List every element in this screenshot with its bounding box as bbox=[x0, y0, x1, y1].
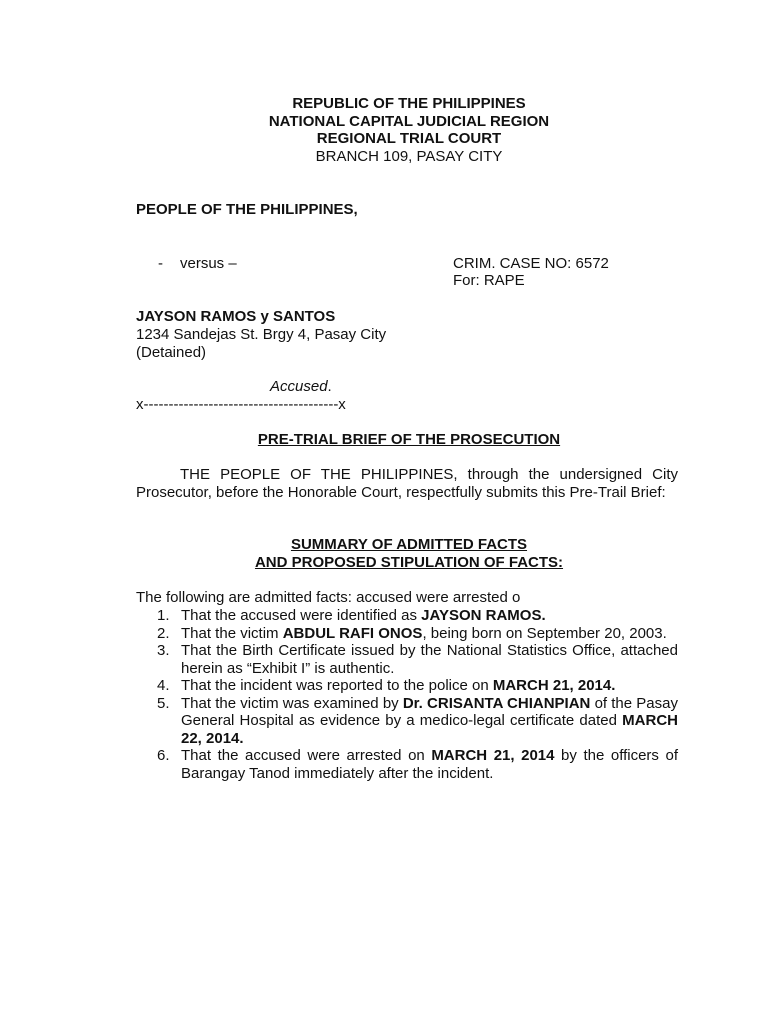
fact-emphasis: Dr. CRISANTA CHIANPIAN bbox=[402, 694, 591, 712]
fact-number: 1. bbox=[157, 607, 170, 624]
fact-number: 4. bbox=[157, 677, 170, 694]
facts-intro: The following are admitted facts: accused were arrested o bbox=[136, 589, 521, 606]
accused-label-text: Accused bbox=[270, 378, 328, 395]
fact-item bbox=[136, 747, 678, 782]
fact-number: 6. bbox=[157, 747, 170, 764]
fact-item bbox=[136, 695, 678, 748]
court-header bbox=[0, 95, 768, 165]
fact-item bbox=[136, 642, 678, 677]
fact-text: That the victim bbox=[181, 624, 283, 642]
accused-name: JAYSON RAMOS y SANTOS bbox=[136, 308, 336, 325]
header-branch: BRANCH 109, PASAY CITY bbox=[315, 147, 503, 165]
fact-number: 2. bbox=[157, 624, 170, 642]
fact-item bbox=[136, 625, 678, 643]
fact-text: That the victim was examined by bbox=[181, 694, 403, 712]
fact-emphasis: MARCH 21, 2014. bbox=[492, 677, 616, 694]
summary-heading-line2: AND PROPOSED STIPULATION OF FACTS: bbox=[254, 554, 564, 571]
header-republic: REPUBLIC OF THE PHILIPPINES bbox=[292, 95, 526, 112]
fact-number: 5. bbox=[157, 694, 170, 712]
header-region: NATIONAL CAPITAL JUDICIAL REGION bbox=[268, 112, 550, 130]
facts-list bbox=[136, 607, 678, 782]
header-court: REGIONAL TRIAL COURT bbox=[316, 130, 502, 147]
plaintiff-name: PEOPLE OF THE PHILIPPINES, bbox=[136, 201, 358, 218]
fact-emphasis: ABDUL RAFI ONOS bbox=[282, 624, 423, 642]
caption-divider: x---------------------------------------x bbox=[136, 396, 346, 413]
case-number: CRIM. CASE NO: 6572 bbox=[453, 255, 609, 272]
accused-label-period: . bbox=[327, 378, 332, 395]
fact-number: 3. bbox=[157, 642, 170, 659]
summary-heading-line1: SUMMARY OF ADMITTED FACTS bbox=[290, 536, 528, 553]
fact-emphasis: JAYSON RAMOS. bbox=[421, 607, 546, 624]
document-title: PRE-TRIAL BRIEF OF THE PROSECUTION bbox=[257, 431, 561, 448]
accused-address: 1234 Sandejas St. Brgy 4, Pasay City bbox=[136, 326, 387, 343]
versus-label: versus – bbox=[180, 255, 237, 272]
accused-status: (Detained) bbox=[136, 344, 207, 361]
fact-item bbox=[136, 607, 678, 625]
fact-emphasis: MARCH 22, 2014. bbox=[181, 712, 678, 747]
fact-text: , being born on September 20, 2003. bbox=[422, 624, 667, 642]
fact-text: That the Birth Certificate issued by the National Statistics Office, attached herein as “Exhibit I” is authentic. bbox=[181, 642, 678, 677]
case-charge: For: RAPE bbox=[453, 272, 525, 289]
fact-emphasis: MARCH 21, 2014 bbox=[431, 747, 555, 764]
fact-text: by the officers of Barangay Tanod immediately after the incident. bbox=[181, 747, 678, 782]
accused-label bbox=[270, 378, 332, 396]
intro-paragraph bbox=[136, 466, 678, 501]
fact-text: of the Pasay General Hospital as evidence by a medico-legal certificate dated bbox=[181, 694, 678, 729]
fact-text: That the accused were identified as bbox=[181, 607, 422, 624]
fact-text: That the accused were arrested on bbox=[181, 747, 432, 764]
fact-item bbox=[136, 677, 678, 695]
fact-text: That the incident was reported to the police on bbox=[181, 677, 493, 694]
intro-paragraph-text: THE PEOPLE OF THE PHILIPPINES, through the undersigned City Prosecutor, before the Honorable Court, respectfully submits this Pre-Trail Brief: bbox=[136, 466, 678, 501]
versus-dash: - bbox=[158, 255, 163, 272]
